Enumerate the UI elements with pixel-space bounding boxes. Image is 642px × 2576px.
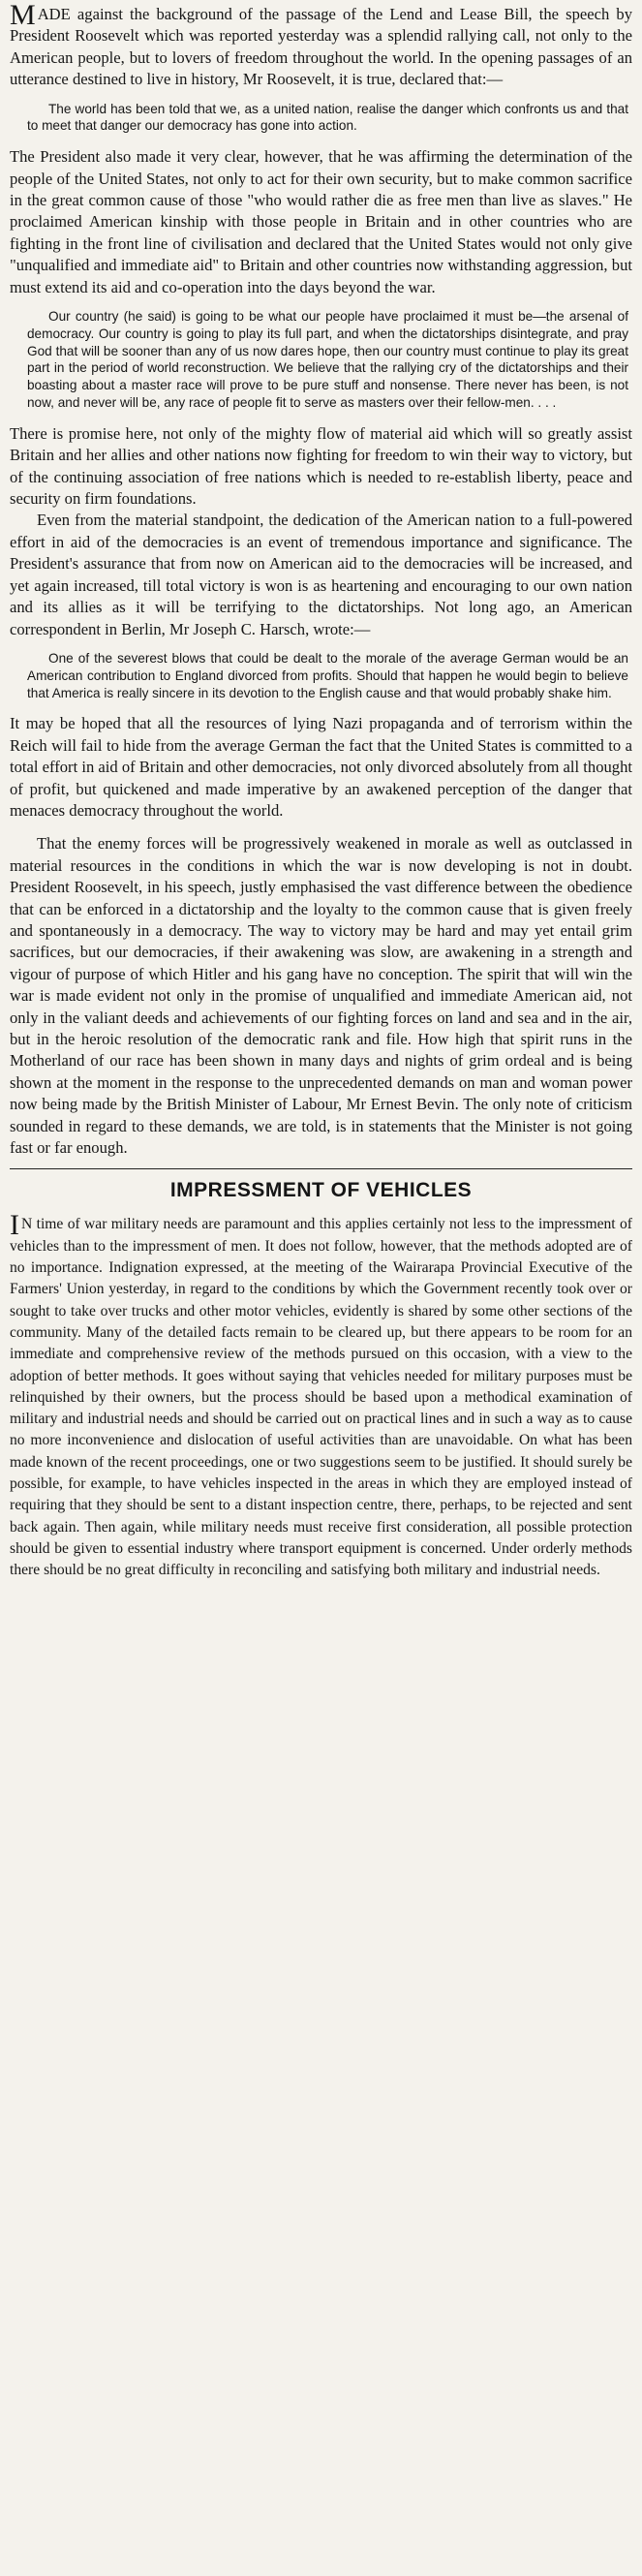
paragraph: There is promise here, not only of the mighty flow of material aid which will so greatly assist Britain and her allies and other nations now fighting for freedom to win their way to victory, but of the continuing association of free nations which is needed to re-establish liberty, peace and security on firm foundations. — [10, 423, 632, 509]
spacer — [10, 822, 632, 833]
editorial-lend-lease — [10, 0, 632, 1159]
section-divider — [10, 1168, 632, 1169]
paragraph: The President also made it very clear, however, that he was affirming the determination of the people of the United States, not only to act for their own security, but to make common sacrifice in the great common cause of those "who would rather die as free men than live as slaves." He proclaimed American kinship with those people in Britain and in other countries who are fighting in the front line of civilisation and declared that the United States would not only give "unqualified and immediate aid" to Britain and other countries now withstanding aggression, but must extend its aid and co-operation into the days beyond the war. — [10, 147, 632, 296]
quotation-text: Our country (he said) is going to be what our people have proclaimed it must be—the arsenal of democracy. Our country is going to play its full part, and when the dictatorships disintegrate, and pray God that will be sooner than any of us now dares hope, then our country must continue to play its great part in the period of world reconstruction. We believe that the rallying cry of the dictatorships and their boasting about a master race will prove to be pure stuff and nonsense. There never has been, is not now, and never will be, any race of people fit to serve as masters over their fellow-men. . . . — [27, 309, 628, 411]
quotation-text: The world has been told that we, as a united nation, realise the danger which confronts us and that to meet that danger our democracy has gone into action. — [27, 101, 628, 134]
quotation-block — [27, 101, 628, 136]
paragraph: MADE against the background of the passage of the Lend and Lease Bill, the speech by President Roosevelt which was reported yesterday was a splendid rallying call, not only to the American people, but to lovers of freedom throughout the world. In the opening passages of an utterance destined to live in history, Mr Roosevelt, it is true, declared that:— — [10, 0, 632, 89]
editorial-impressment — [10, 1179, 632, 1581]
paragraph: It may be hoped that all the resources of lying Nazi propaganda and of terrorism within the Reich will fail to hide from the average German the fact that the United States is committed to a total effort in aid of Britain and other democracies, not only divorced absolutely from all thought of profit, but quickened and made imperative by an awakened perception of the danger that menaces democracy throughout the world. — [10, 714, 632, 820]
paragraph: That the enemy forces will be progressively weakened in morale as well as outclassed in material resources in the conditions in which the war is now developing is not in doubt. President Roosevelt, in his speech, justly emphasised the vast difference between the obedience that can be enforced in a dictatorship and the loyalty to the common cause that is given freely and spontaneously in a democracy. The way to victory may be hard and may yet entail grim sacrifices, but our democracies, if their awakening was slow, are awakening in a strength and vigour of purpose of which Hitler and his gang have no conception. The spirit that will win the war is made evident not only in the promise of unqualified and immediate American aid, not only in the valiant deeds and achievements of our fighting forces on land and sea and in the air, but in the heroic resolution of the democratic rank and file. How high that spirit runs in the Motherland of our race has been shown in many days and nights of grim ordeal and is being shown at the moment in the response to the unprecedented demands on man and woman power now being made by the British Minister of Labour, Mr Ernest Bevin. The only note of criticism sounded in regard to these demands, we are told, is in statements that the Minister is not going fast or far enough. — [10, 834, 632, 1158]
paragraph: IN time of war military needs are paramount and this applies certainly not less to the impressment of vehicles than to the impressment of men. It does not follow, however, that the methods adopted are of no importance. Indignation expressed, at the meeting of the Wairarapa Provincial Executive of the Farmers' Union yesterday, in regard to the conditions by which the Government recently took over or sought to take over trucks and other motor vehicles, evidently is shared by some other sections of the community. Many of the detailed facts remain to be cleared up, but there appears to be room for an immediate and comprehensive review of the methods pursued on this occasion, with a view to the adoption of better methods. It goes without saying that vehicles needed for military purposes must be relinquished by their owners, but the process should be based upon a methodical examination of military and industrial needs and should be carried out on practical lines and in such a way as to cause no more inconvenience and dislocation of useful activities than are unavoidable. On what has been made known of the recent proceedings, one or two suggestions seem to be justified. It should surely be possible, for example, to have vehicles inspected in the areas in which they are employed instead of requiring that they should be sent to a distant inspection centre, there, perhaps, to be rejected and sent back again. Then again, while military needs must receive first consideration, all possible protection should be given to essential industry where transport equipment is concerned. Under orderly methods there should be no great difficulty in reconciling and satisfying both military and industrial needs. — [10, 1209, 632, 1579]
paragraph: Even from the material standpoint, the dedication of the American nation to a full-powered effort in aid of the democracies is an event of tremendous importance and significance. The President's assurance that from now on American aid to the democracies will be increased, and yet again increased, till total victory is won is as heartening and encouraging to our own nation and its allies as it will be terrifying to the dictatorships. Not long ago, an American correspondent in Berlin, Mr Joseph C. Harsch, wrote:— — [10, 511, 632, 638]
quotation-block — [27, 650, 628, 701]
quotation-block — [27, 308, 628, 412]
quotation-text: One of the severest blows that could be dealt to the morale of the average German would be an American contribution to England divorced from profits. Should that happen he would begin to believe that America is really sincere in its devotion to the English cause and that would probably shake him. — [27, 650, 628, 700]
headline: IMPRESSMENT OF VEHICLES — [169, 1179, 473, 1202]
